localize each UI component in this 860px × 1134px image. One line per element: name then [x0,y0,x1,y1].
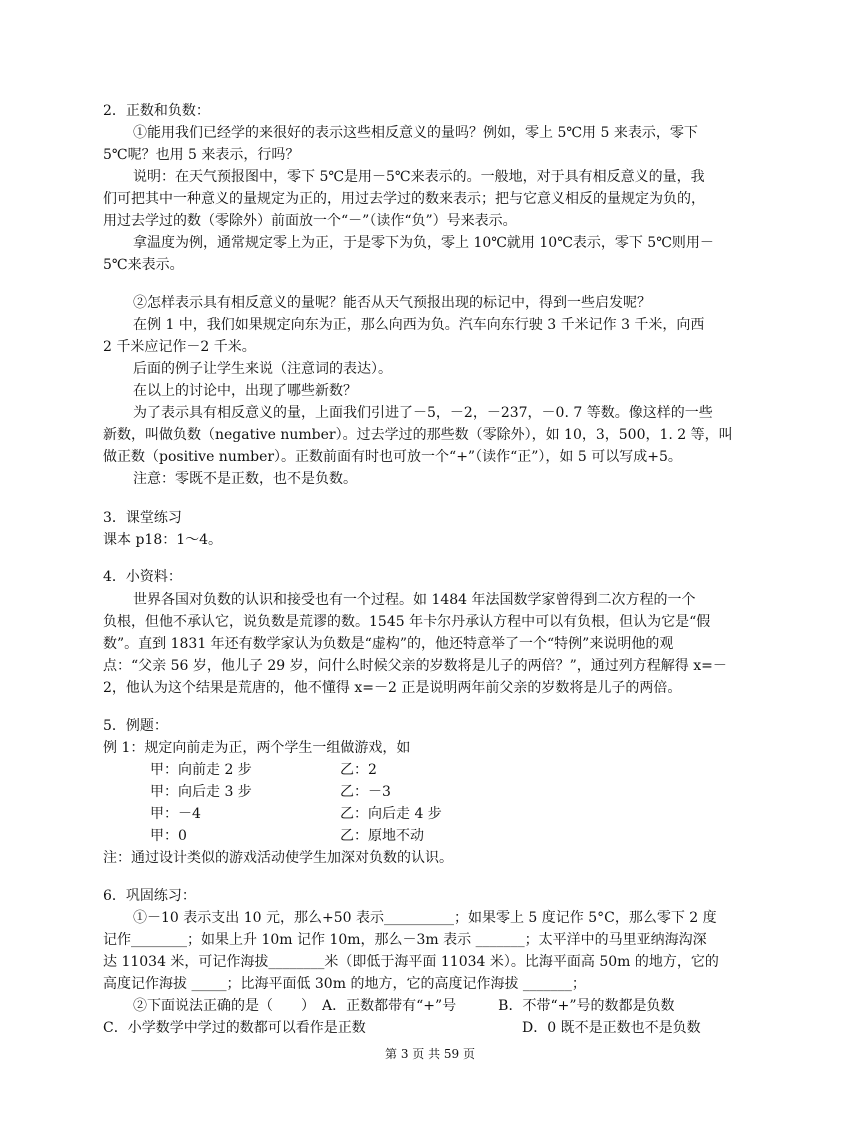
question-1-line-2: 5℃呢？也用 5 来表示，行吗？ [103,147,300,163]
explanation-line-3: 用过去学过的数（零除外）前面放一个“－”（读作“负”）号来表示。 [103,213,517,229]
game-b-1: 乙：2 [340,762,377,778]
game-a-4: 甲：0 [150,828,187,844]
example-intro: 例 1：规定向前走为正，两个学生一组做游戏，如 [103,740,411,756]
section-4-heading: 4．小资料： [103,569,182,585]
game-b-2: 乙：－3 [340,784,391,800]
game-a-1: 甲：向前走 2 步 [150,762,252,778]
new-numbers-question: 在以上的讨论中，出现了哪些新数？ [133,383,357,399]
explanation-line-2: 们可把其中一种意义的量规定为正的，用过去学过的数来表示；把与它意义相反的量规定为负的， [103,191,705,207]
example-1-line-2: 2 千米应记作－2 千米。 [103,339,256,355]
game-b-4: 乙：原地不动 [340,828,424,844]
zero-note: 注意：零既不是正数，也不是负数。 [133,471,357,487]
game-b-3: 乙：向后走 4 步 [340,806,442,822]
question-2: ②怎样表示具有相反意义的量呢？能否从天气预报出现的标记中，得到一些启发呢？ [133,295,651,311]
section-6-heading: 6．巩固练习： [103,888,196,904]
exercise-line-4: 高度记作海拔 _____；比海平面低 30m 的地方，它的高度记作海拔 _______； [103,976,586,992]
example-1-line-1: 在例 1 中，我们如果规定向东为正，那么向西为负。汽车向东行驶 3 千米记作 3 千米，向西 [133,317,705,333]
definition-line-2: 新数，叫做负数（negative number）。过去学过的那些数（零除外），如 10，3，500，1. 2 等，叫 [103,427,733,443]
section-2-heading: 2．正数和负数： [103,103,210,119]
history-line-5: 2，他认为这个结果是荒唐的，他不懂得 x=－2 正是说明两年前父亲的岁数将是儿子的两倍。 [103,680,682,696]
exercise-line-1: ①－10 表示支出 10 元，那么+50 表示__________；如果零上 5 度记作 5°C，那么零下 2 度 [133,910,717,926]
page-footer: 第 3 页 共 59 页 [385,1047,475,1061]
exercise-line-3: 达 11034 米，可记作海拔________米（即低于海平面 11034 米）。比海平面高 50m 的地方，它的 [103,954,719,970]
option-d: D．0 既不是正数也不是负数 [522,1020,701,1036]
later-examples-note: 后面的例子让学生来说（注意词的表达）。 [133,361,392,377]
history-line-4: 点：“父亲 56 岁，他儿子 29 岁，问什么时候父亲的岁数将是儿子的两倍？”，通过列方程解得 x=－ [103,658,727,674]
game-a-3: 甲：－4 [150,806,201,822]
temperature-line-1: 拿温度为例，通常规定零上为正，于是零下为负，零上 10℃就用 10℃表示，零下 5℃则用－ [133,235,714,251]
option-c: C．小学数学中学过的数都可以看作是正数 [103,1020,366,1036]
explanation-line-1: 说明：在天气预报图中，零下 5℃是用－5℃来表示的。一般地，对于具有相反意义的量，我 [133,169,705,185]
history-line-3: 数”。直到 1831 年还有数学家认为负数是“虚构”的，他还特意举了一个“特例”来说明他的观 [103,636,674,652]
section-3-heading: 3．课堂练习 [103,510,182,526]
temperature-line-2: 5℃来表示。 [103,257,184,273]
history-line-1: 世界各国对负数的认识和接受也有一个过程。如 1484 年法国数学家曾得到二次方程的一个 [133,592,696,608]
game-a-2: 甲：向后走 3 步 [150,784,252,800]
exercise-question-2: ②下面说法正确的是（ ） A．正数都带有“+”号 B．不带“+”号的数都是负数 [133,998,675,1014]
exercise-line-2: 记作________；如果上升 10m 记作 10m，那么－3m 表示 _______；太平洋中的马里亚纳海沟深 [103,932,707,948]
section-5-heading: 5．例题： [103,718,168,734]
definition-line-1: 为了表示具有相反意义的量，上面我们引进了－5，－2，－237，－0. 7 等数。像这样的一些 [133,405,713,421]
definition-line-3: 做正数（positive number）。正数前面有时也可放一个“+”（读作“正”），如 5 可以写成+5。 [103,449,682,465]
history-line-2: 负根，但他不承认它，说负数是荒谬的数。1545 年卡尔丹承认方程中可以有负根，但认为它是“假 [103,614,711,630]
game-note: 注：通过设计类似的游戏活动使学生加深对负数的认识。 [103,850,453,866]
question-1-line-1: ①能用我们已经学的来很好的表示这些相反意义的量吗？例如，零上 5℃用 5 来表示，零下 [133,125,698,141]
section-3-body: 课本 p18：1～4。 [103,532,223,548]
